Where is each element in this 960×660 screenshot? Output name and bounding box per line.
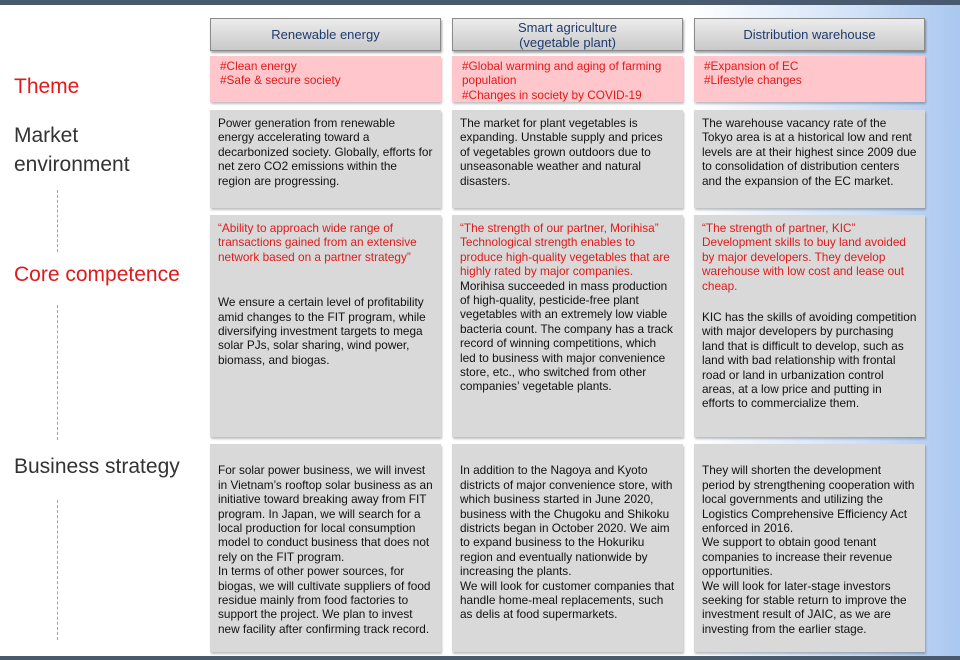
core-competence-cell (694, 215, 925, 437)
connector-line (57, 500, 58, 640)
core-body-text: Morihisa succeeded in mass production of high-quality, pesticide-free plant vegetables with an extremely low viable bacteria count. The company has a track record of winning competitions, which led to business with major convenience store, etc., who switched from other companies’ vegetable plants. (460, 278, 673, 394)
core-highlight-text: “The strength of our partner, Morihisa” Technological strength enables to produce high-quality vegetables that are highly rated by major companies. (460, 221, 670, 279)
theme-cell (452, 56, 683, 102)
theme-tag: #Clean energy (220, 59, 297, 73)
column-header-smart-agriculture: Smart agriculture (vegetable plant) (452, 18, 683, 51)
market-text: Power generation from renewable energy accelerating toward a decarbonized society. Globally, efforts for net zero CO2 emissions within the region are progressing. (218, 116, 433, 188)
core-highlight-text: “Ability to approach wide range of transactions gained from an extensive network based on a partner strategy” (218, 221, 417, 264)
theme-cell (210, 56, 441, 102)
connector-line (57, 190, 58, 252)
core-body-text: KIC has the skills of avoiding competition with major developers by purchasing land that is difficult to develop, such as land with bad relationship with frontal road or land in urbanization control areas, at a low price and putting in efforts to commercialize them. (702, 310, 917, 411)
market-text: The warehouse vacancy rate of the Tokyo area is at a historical low and rent levels are at their highest since 2009 due to consolidation of distribution centers and the expansion of the EC market. (702, 116, 917, 188)
business-text: For solar power business, we will invest in Vietnam’s rooftop solar business as an initiative toward breaking away from FIT program. In Japan, we will search for a local production for local consumption model to conduct business that does not rely on the FIT program. In terms of other power sources, for biogas, we will cultivate suppliers of food residue mainly from food factories to support the project. We plan to invest new facility after confirming track record. (218, 463, 433, 636)
row-label-theme: Theme (14, 75, 80, 98)
top-border (0, 0, 960, 5)
core-highlight-text: “The strength of partner, KIC” Development skills to buy land avoided by major developers. They develop warehouse with low cost and lease out cheap. (702, 221, 906, 293)
row-label-business-strategy: Business strategy (14, 455, 180, 478)
row-label-market-environment: Market environment (14, 124, 130, 176)
theme-tag: #Changes in society by COVID-19 (462, 87, 642, 102)
business-text: In addition to the Nagoya and Kyoto districts of major convenience store, with which business started in June 2020, business with the Chugoku and Shikoku districts began in October 2020. We aim to expand business to the Hokuriku region and eventually nationwide by increasing the plants. We will look for customer companies that handle home-meal replacements, such as delis at food supermarkets. (460, 463, 675, 622)
bottom-border (0, 656, 960, 660)
business-strategy-cell (210, 444, 441, 652)
market-text: The market for plant vegetables is expanding. Unstable supply and prices of vegetables grown outdoors due to unseasonable weather and natural disasters. (460, 116, 663, 188)
core-competence-cell (452, 215, 683, 437)
theme-tag: #Expansion of EC (704, 59, 799, 73)
business-strategy-cell (452, 444, 683, 652)
market-environment-cell (210, 110, 441, 208)
business-strategy-cell (694, 444, 925, 652)
theme-tag: #Safe & secure society (220, 73, 341, 88)
market-environment-cell (452, 110, 683, 208)
core-competence-cell (210, 215, 441, 437)
market-environment-cell (694, 110, 925, 208)
core-body-text: We ensure a certain level of profitability amid changes to the FIT program, while diversifying investment targets to mega solar PJs, solar sharing, wind power, biomass, and biogas. (218, 295, 426, 367)
row-label-core-competence: Core competence (14, 263, 180, 286)
business-text: They will shorten the development period by strengthening cooperation with local governments and utilizing the Logistics Comprehensive Efficiency Act enforced in 2016. We support to obtain good tenant companies to increase their revenue opportunities. We will look for later-stage investors seeking for stable return to improve the investment result of JAIC, as we are investing from the earlier stage. (702, 463, 915, 636)
connector-line (57, 305, 58, 440)
theme-cell (694, 56, 925, 102)
column-header-distribution-warehouse: Distribution warehouse (694, 18, 925, 51)
theme-tag: #Global warming and aging of farming population (462, 59, 662, 88)
theme-tag: #Lifestyle changes (704, 73, 802, 88)
column-header-renewable-energy: Renewable energy (210, 18, 441, 51)
